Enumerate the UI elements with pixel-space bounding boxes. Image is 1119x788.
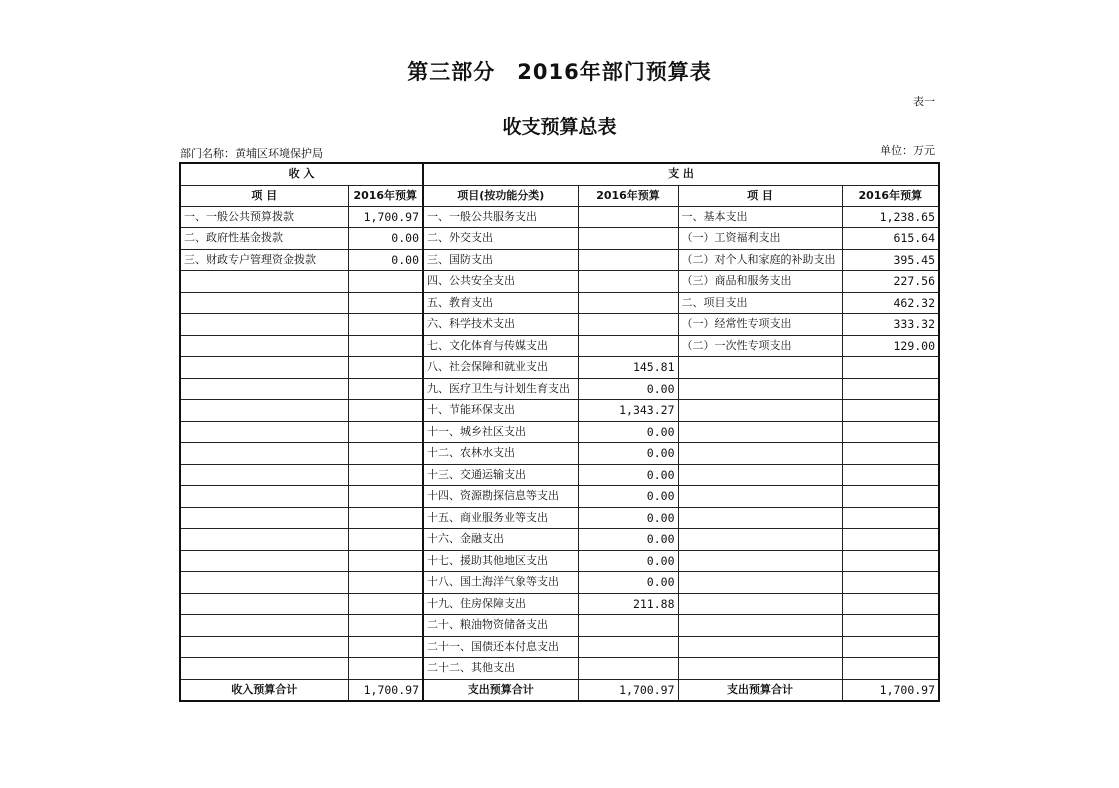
expense-value-cell: 1,238.65 — [842, 206, 939, 228]
function-item-cell: 十七、援助其他地区支出 — [423, 550, 578, 572]
income-value-cell — [348, 636, 423, 658]
expense-value-cell — [842, 636, 939, 658]
function-value-cell — [578, 658, 678, 680]
income-value-cell — [348, 292, 423, 314]
table-row — [180, 421, 939, 443]
expense-value-cell: 395.45 — [842, 249, 939, 271]
expense-item-cell: （二）对个人和家庭的补助支出 — [678, 249, 842, 271]
function-item-cell: 十九、住房保障支出 — [423, 593, 578, 615]
function-item-cell: 十六、金融支出 — [423, 529, 578, 551]
function-value-cell — [578, 335, 678, 357]
expense-value-cell — [842, 486, 939, 508]
income-item-cell: 一、一般公共预算拨款 — [180, 206, 348, 228]
expense-value-cell: 462.32 — [842, 292, 939, 314]
table-row — [180, 529, 939, 551]
expense-value-cell: 615.64 — [842, 228, 939, 250]
income-value-cell — [348, 572, 423, 594]
income-value-cell — [348, 314, 423, 336]
expense-item-cell — [678, 464, 842, 486]
expense-item-cell — [678, 486, 842, 508]
income-item-cell — [180, 400, 348, 422]
function-item-cell: 二十一、国债还本付息支出 — [423, 636, 578, 658]
function-value-cell: 1,343.27 — [578, 400, 678, 422]
expense-value-cell — [842, 550, 939, 572]
expense-header: 支 出 — [423, 163, 939, 185]
table-row — [180, 572, 939, 594]
income-item-cell: 三、财政专户管理资金拨款 — [180, 249, 348, 271]
function-value-cell — [578, 228, 678, 250]
income-item-cell — [180, 421, 348, 443]
table-row — [180, 443, 939, 465]
function-value-cell — [578, 249, 678, 271]
expense-item-cell — [678, 615, 842, 637]
income-value-cell — [348, 486, 423, 508]
table-row — [180, 378, 939, 400]
table-row — [180, 357, 939, 379]
income-item-cell — [180, 314, 348, 336]
income-value-cell — [348, 335, 423, 357]
expense-item-cell: （一）经常性专项支出 — [678, 314, 842, 336]
income-item-cell — [180, 378, 348, 400]
function-item-cell: 十八、国土海洋气象等支出 — [423, 572, 578, 594]
expense-value-cell — [842, 464, 939, 486]
function-item-cell: 三、国防支出 — [423, 249, 578, 271]
function-item-cell: 十五、商业服务业等支出 — [423, 507, 578, 529]
expense-value-cell — [842, 658, 939, 680]
income-item-cell — [180, 572, 348, 594]
function-item-cell: 六、科学技术支出 — [423, 314, 578, 336]
expense-total-value: 1,700.97 — [842, 679, 939, 701]
table-row — [180, 593, 939, 615]
col-header-item-2: 项 目 — [678, 185, 842, 206]
col-header-func-item: 项目(按功能分类) — [423, 185, 578, 206]
expense-item-cell — [678, 593, 842, 615]
expense-value-cell — [842, 443, 939, 465]
expense-value-cell: 333.32 — [842, 314, 939, 336]
function-item-cell: 十四、资源勘探信息等支出 — [423, 486, 578, 508]
function-value-cell: 0.00 — [578, 550, 678, 572]
function-item-cell: 九、医疗卫生与计划生育支出 — [423, 378, 578, 400]
income-value-cell — [348, 529, 423, 551]
col-header-budget-3: 2016年预算 — [842, 185, 939, 206]
function-value-cell — [578, 615, 678, 637]
function-item-cell: 二十、粮油物资储备支出 — [423, 615, 578, 637]
function-value-cell: 211.88 — [578, 593, 678, 615]
table-subtitle: 收支预算总表 — [502, 116, 617, 138]
function-item-cell: 七、文化体育与传媒支出 — [423, 335, 578, 357]
expense-item-cell — [678, 636, 842, 658]
income-item-cell — [180, 550, 348, 572]
income-item-cell — [180, 507, 348, 529]
function-item-cell: 十、节能环保支出 — [423, 400, 578, 422]
expense-item-cell — [678, 421, 842, 443]
income-value-cell — [348, 464, 423, 486]
income-header: 收 入 — [180, 163, 423, 185]
expense-value-cell — [842, 357, 939, 379]
expense-item-cell: （二）一次性专项支出 — [678, 335, 842, 357]
table-number: 表一 — [913, 95, 935, 108]
income-item-cell — [180, 443, 348, 465]
table-row — [180, 228, 939, 250]
expense-item-cell — [678, 443, 842, 465]
income-item-cell — [180, 615, 348, 637]
income-value-cell — [348, 421, 423, 443]
function-item-cell: 十二、农林水支出 — [423, 443, 578, 465]
income-item-cell — [180, 636, 348, 658]
function-value-cell: 0.00 — [578, 529, 678, 551]
department-name: 部门名称：黄埔区环境保护局 — [180, 147, 323, 160]
income-item-cell — [180, 593, 348, 615]
function-value-cell — [578, 206, 678, 228]
col-header-budget: 2016年预算 — [348, 185, 423, 206]
income-value-cell — [348, 593, 423, 615]
function-value-cell: 0.00 — [578, 443, 678, 465]
income-total-label: 收入预算合计 — [180, 679, 348, 701]
expense-item-cell — [678, 550, 842, 572]
income-item-cell — [180, 464, 348, 486]
function-value-cell: 0.00 — [578, 464, 678, 486]
budget-summary-table — [179, 162, 940, 702]
income-value-cell — [348, 400, 423, 422]
function-value-cell: 145.81 — [578, 357, 678, 379]
income-value-cell: 0.00 — [348, 228, 423, 250]
function-item-cell: 五、教育支出 — [423, 292, 578, 314]
function-value-cell: 0.00 — [578, 421, 678, 443]
expense-item-cell — [678, 400, 842, 422]
income-item-cell — [180, 271, 348, 293]
function-item-cell: 十一、城乡社区支出 — [423, 421, 578, 443]
income-item-cell — [180, 658, 348, 680]
table-row — [180, 550, 939, 572]
expense-value-cell — [842, 421, 939, 443]
income-item-cell — [180, 335, 348, 357]
income-value-cell — [348, 271, 423, 293]
page-title: 第三部分 2016年部门预算表 — [407, 60, 712, 84]
expense-value-cell: 227.56 — [842, 271, 939, 293]
income-value-cell: 1,700.97 — [348, 206, 423, 228]
function-value-cell — [578, 271, 678, 293]
table-row — [180, 658, 939, 680]
table-row — [180, 292, 939, 314]
income-value-cell — [348, 658, 423, 680]
expense-total-label: 支出预算合计 — [678, 679, 842, 701]
income-item-cell — [180, 292, 348, 314]
income-value-cell — [348, 615, 423, 637]
function-value-cell: 0.00 — [578, 507, 678, 529]
function-value-cell: 0.00 — [578, 572, 678, 594]
table-row — [180, 464, 939, 486]
function-item-cell: 八、社会保障和就业支出 — [423, 357, 578, 379]
function-item-cell: 一、一般公共服务支出 — [423, 206, 578, 228]
function-item-cell: 四、公共安全支出 — [423, 271, 578, 293]
table-row — [180, 249, 939, 271]
expense-item-cell: （一）工资福利支出 — [678, 228, 842, 250]
income-value-cell — [348, 550, 423, 572]
table-row — [180, 636, 939, 658]
unit-label: 单位：万元 — [880, 144, 935, 157]
expense-item-cell — [678, 658, 842, 680]
expense-value-cell — [842, 529, 939, 551]
function-value-cell: 0.00 — [578, 486, 678, 508]
table-row — [180, 400, 939, 422]
income-value-cell: 0.00 — [348, 249, 423, 271]
expense-item-cell — [678, 357, 842, 379]
income-value-cell — [348, 443, 423, 465]
expense-value-cell — [842, 378, 939, 400]
expense-value-cell — [842, 572, 939, 594]
function-total-value: 1,700.97 — [578, 679, 678, 701]
function-value-cell: 0.00 — [578, 378, 678, 400]
expense-value-cell: 129.00 — [842, 335, 939, 357]
total-row — [180, 679, 939, 701]
function-item-cell: 二十二、其他支出 — [423, 658, 578, 680]
function-value-cell — [578, 292, 678, 314]
expense-item-cell — [678, 378, 842, 400]
table-row — [180, 206, 939, 228]
header-row-columns — [180, 185, 939, 206]
table-row — [180, 486, 939, 508]
function-item-cell: 十三、交通运输支出 — [423, 464, 578, 486]
income-item-cell — [180, 486, 348, 508]
income-item-cell — [180, 357, 348, 379]
table-row — [180, 335, 939, 357]
expense-value-cell — [842, 615, 939, 637]
income-value-cell — [348, 507, 423, 529]
expense-value-cell — [842, 400, 939, 422]
income-item-cell — [180, 529, 348, 551]
col-header-budget-2: 2016年预算 — [578, 185, 678, 206]
function-total-label: 支出预算合计 — [423, 679, 578, 701]
expense-item-cell: 一、基本支出 — [678, 206, 842, 228]
function-value-cell — [578, 636, 678, 658]
table-row — [180, 615, 939, 637]
expense-item-cell — [678, 572, 842, 594]
table-row — [180, 314, 939, 336]
header-row-group — [180, 163, 939, 185]
col-header-item: 项 目 — [180, 185, 348, 206]
income-total-value: 1,700.97 — [348, 679, 423, 701]
expense-item-cell: （三）商品和服务支出 — [678, 271, 842, 293]
expense-value-cell — [842, 593, 939, 615]
expense-item-cell: 二、项目支出 — [678, 292, 842, 314]
income-item-cell: 二、政府性基金拨款 — [180, 228, 348, 250]
function-item-cell: 二、外交支出 — [423, 228, 578, 250]
income-value-cell — [348, 378, 423, 400]
expense-item-cell — [678, 529, 842, 551]
expense-item-cell — [678, 507, 842, 529]
table-row — [180, 271, 939, 293]
expense-value-cell — [842, 507, 939, 529]
function-value-cell — [578, 314, 678, 336]
income-value-cell — [348, 357, 423, 379]
table-row — [180, 507, 939, 529]
